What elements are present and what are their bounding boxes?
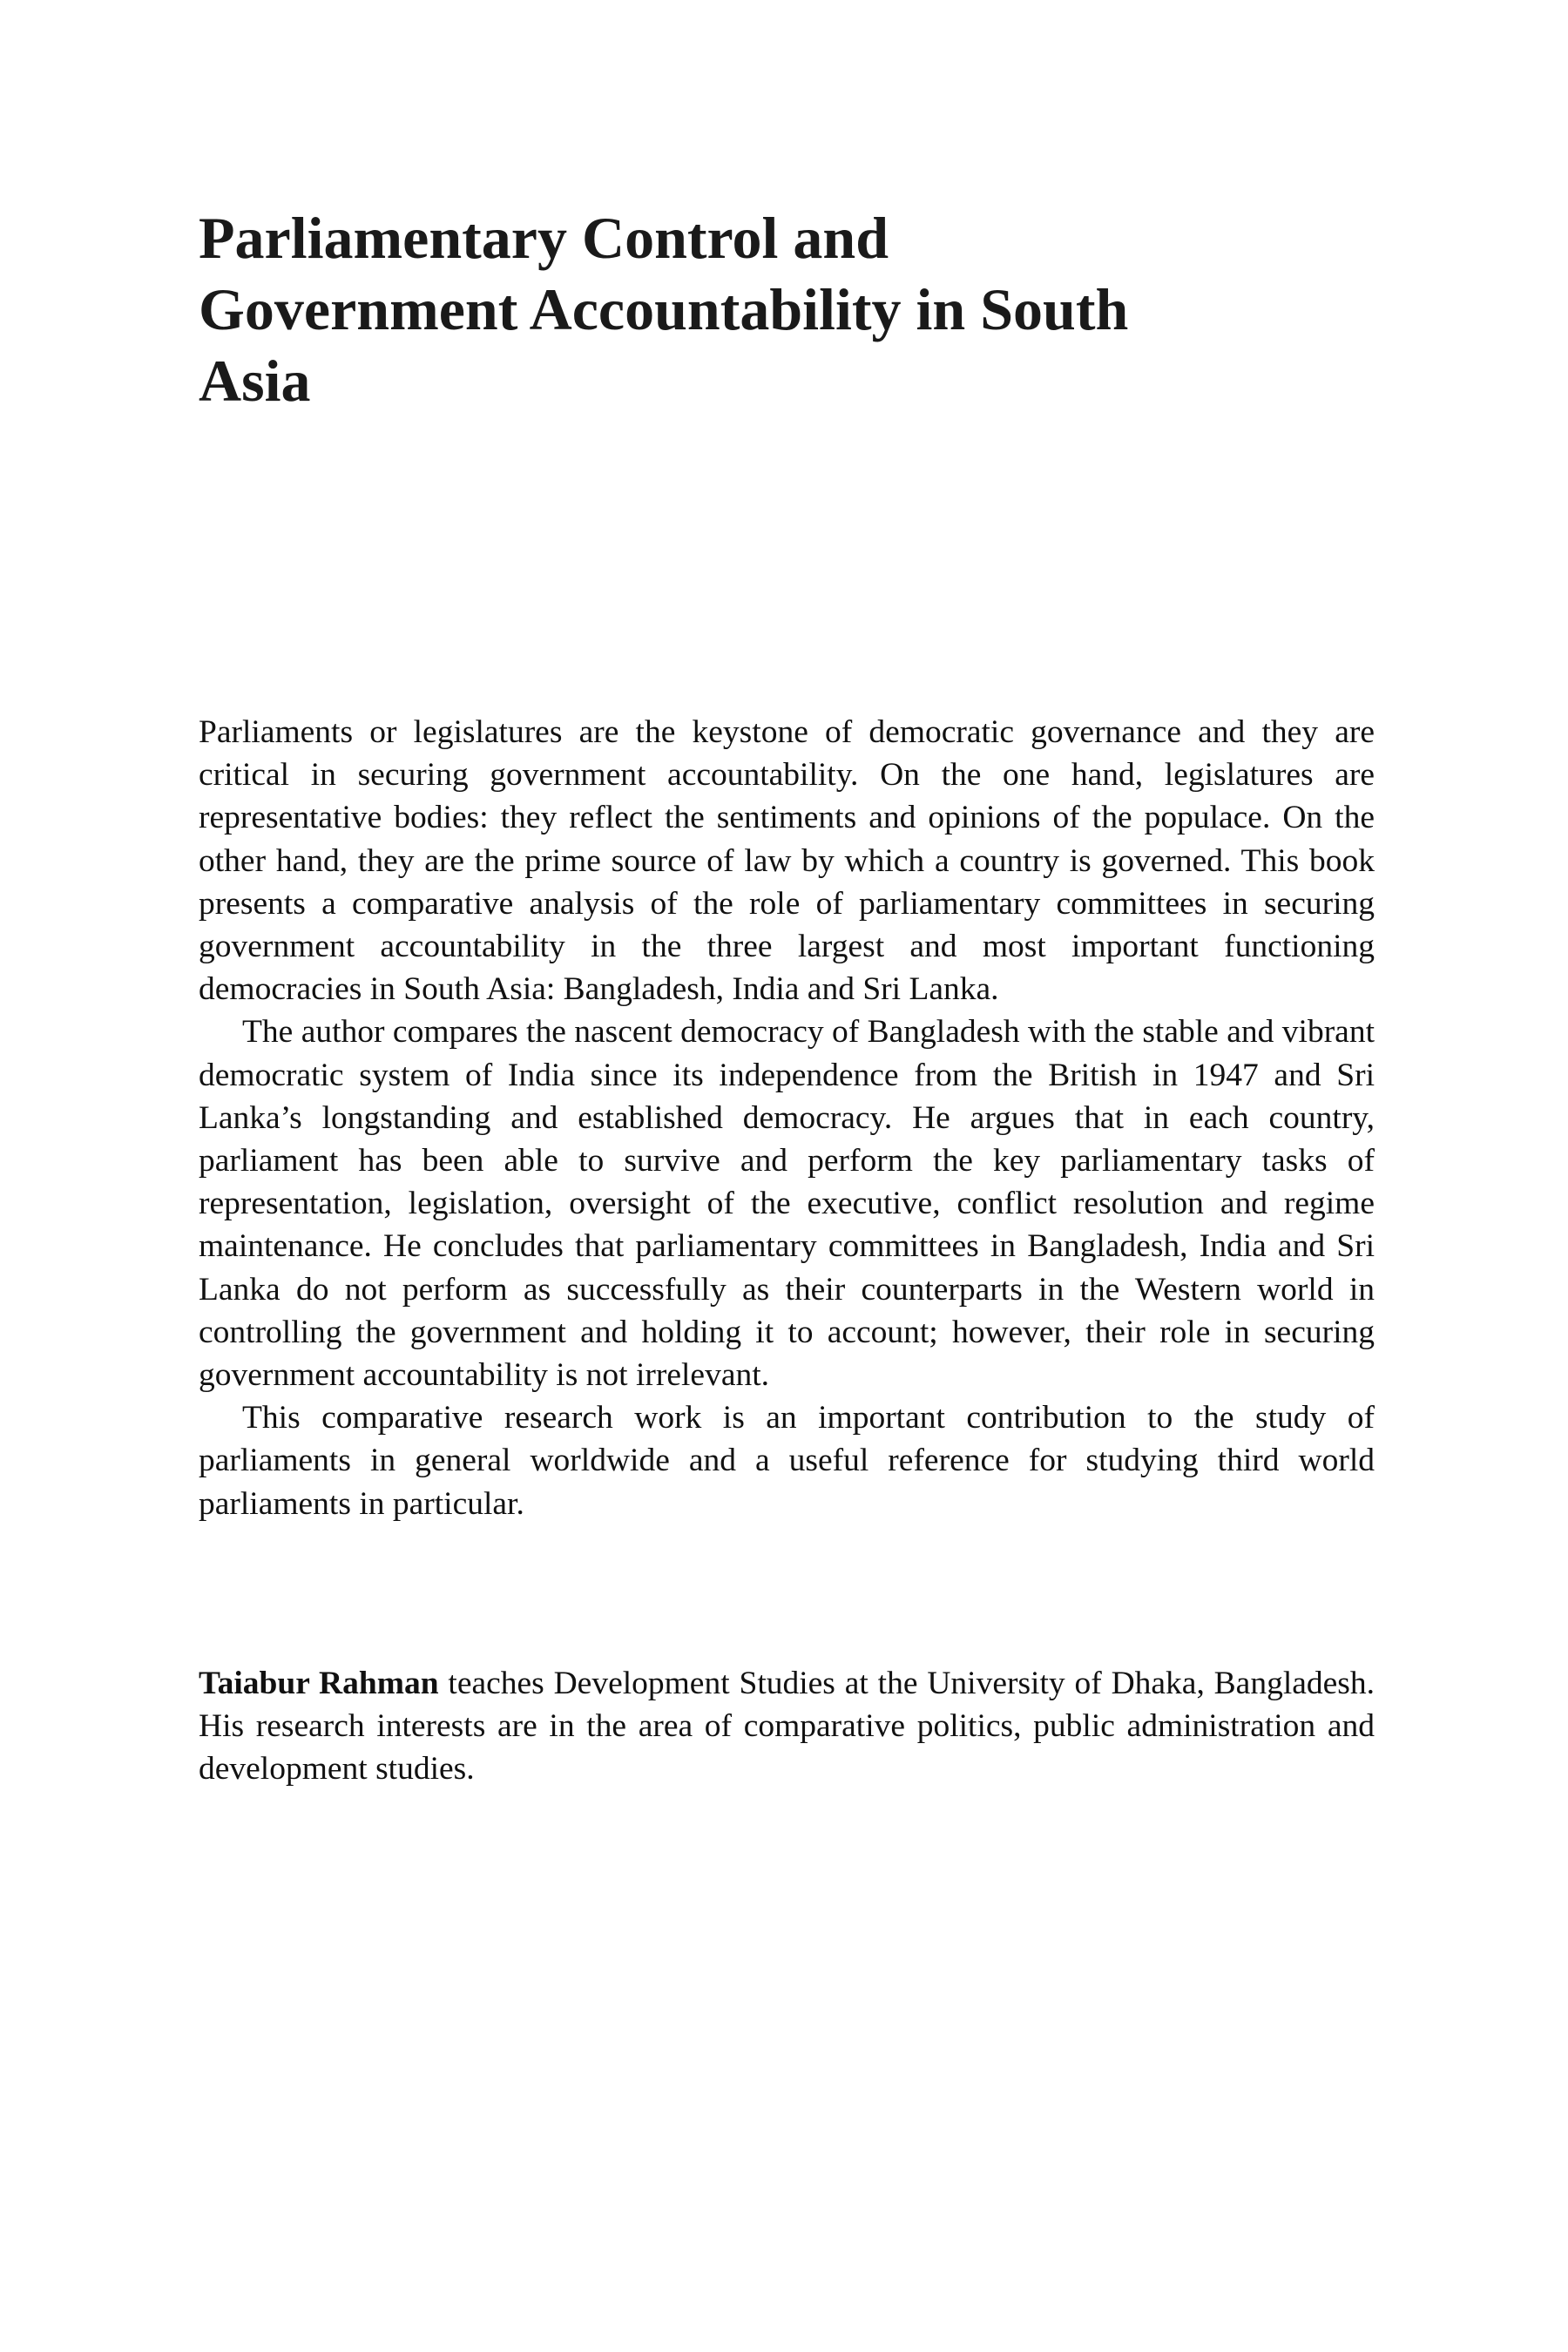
book-title-line-2: Government Accountability in South <box>199 276 1129 342</box>
description-paragraph-1: Parliaments or legislatures are the keystone of democratic governance and they are critical in securing government accountability. On the one hand, legislatures are representative bodies: they reflect the sentiments and opinions of the populace. On the other hand, they are the prime source of law by which a country is governed. This book presents a comparative analysis of the role of parliamentary committees in securing government accountability in the three largest and most important functioning democracies in South Asia: Bangladesh, India and Sri Lanka. <box>199 714 1375 1008</box>
book-title-line-1: Parliamentary Control and <box>199 205 889 271</box>
book-description <box>199 711 1375 1525</box>
description-paragraph-2: The author compares the nascent democracy of Bangladesh with the stable and vibrant democratic system of India since its independence from the British in 1947 and Sri Lanka’s longstanding and established democracy. He argues that in each country, parliament has been able to survive and perform the key parliamentary tasks of representation, legislation, oversight of the executive, conflict resolution and regime maintenance. He concludes that parliamentary committees in Bangladesh, India and Sri Lanka do not perform as successfully as their counterparts in the Western world in controlling the government and holding it to account; however, their role in securing government accountability is not irrelevant. <box>199 1014 1375 1394</box>
author-bio-text: teaches Development Studies at the University of Dhaka, Bangladesh. His research interests are in the area of comparative politics, public administration and development studies. <box>199 1666 1375 1788</box>
book-title <box>199 202 1366 416</box>
description-paragraph-3: This comparative research work is an important contribution to the study of parliaments in general worldwide and a useful reference for studying third world parliaments in particular. <box>199 1400 1375 1522</box>
author-name: Taiabur Rahman <box>199 1666 439 1701</box>
book-title-line-3: Asia <box>199 348 311 414</box>
author-bio <box>199 1662 1375 1791</box>
